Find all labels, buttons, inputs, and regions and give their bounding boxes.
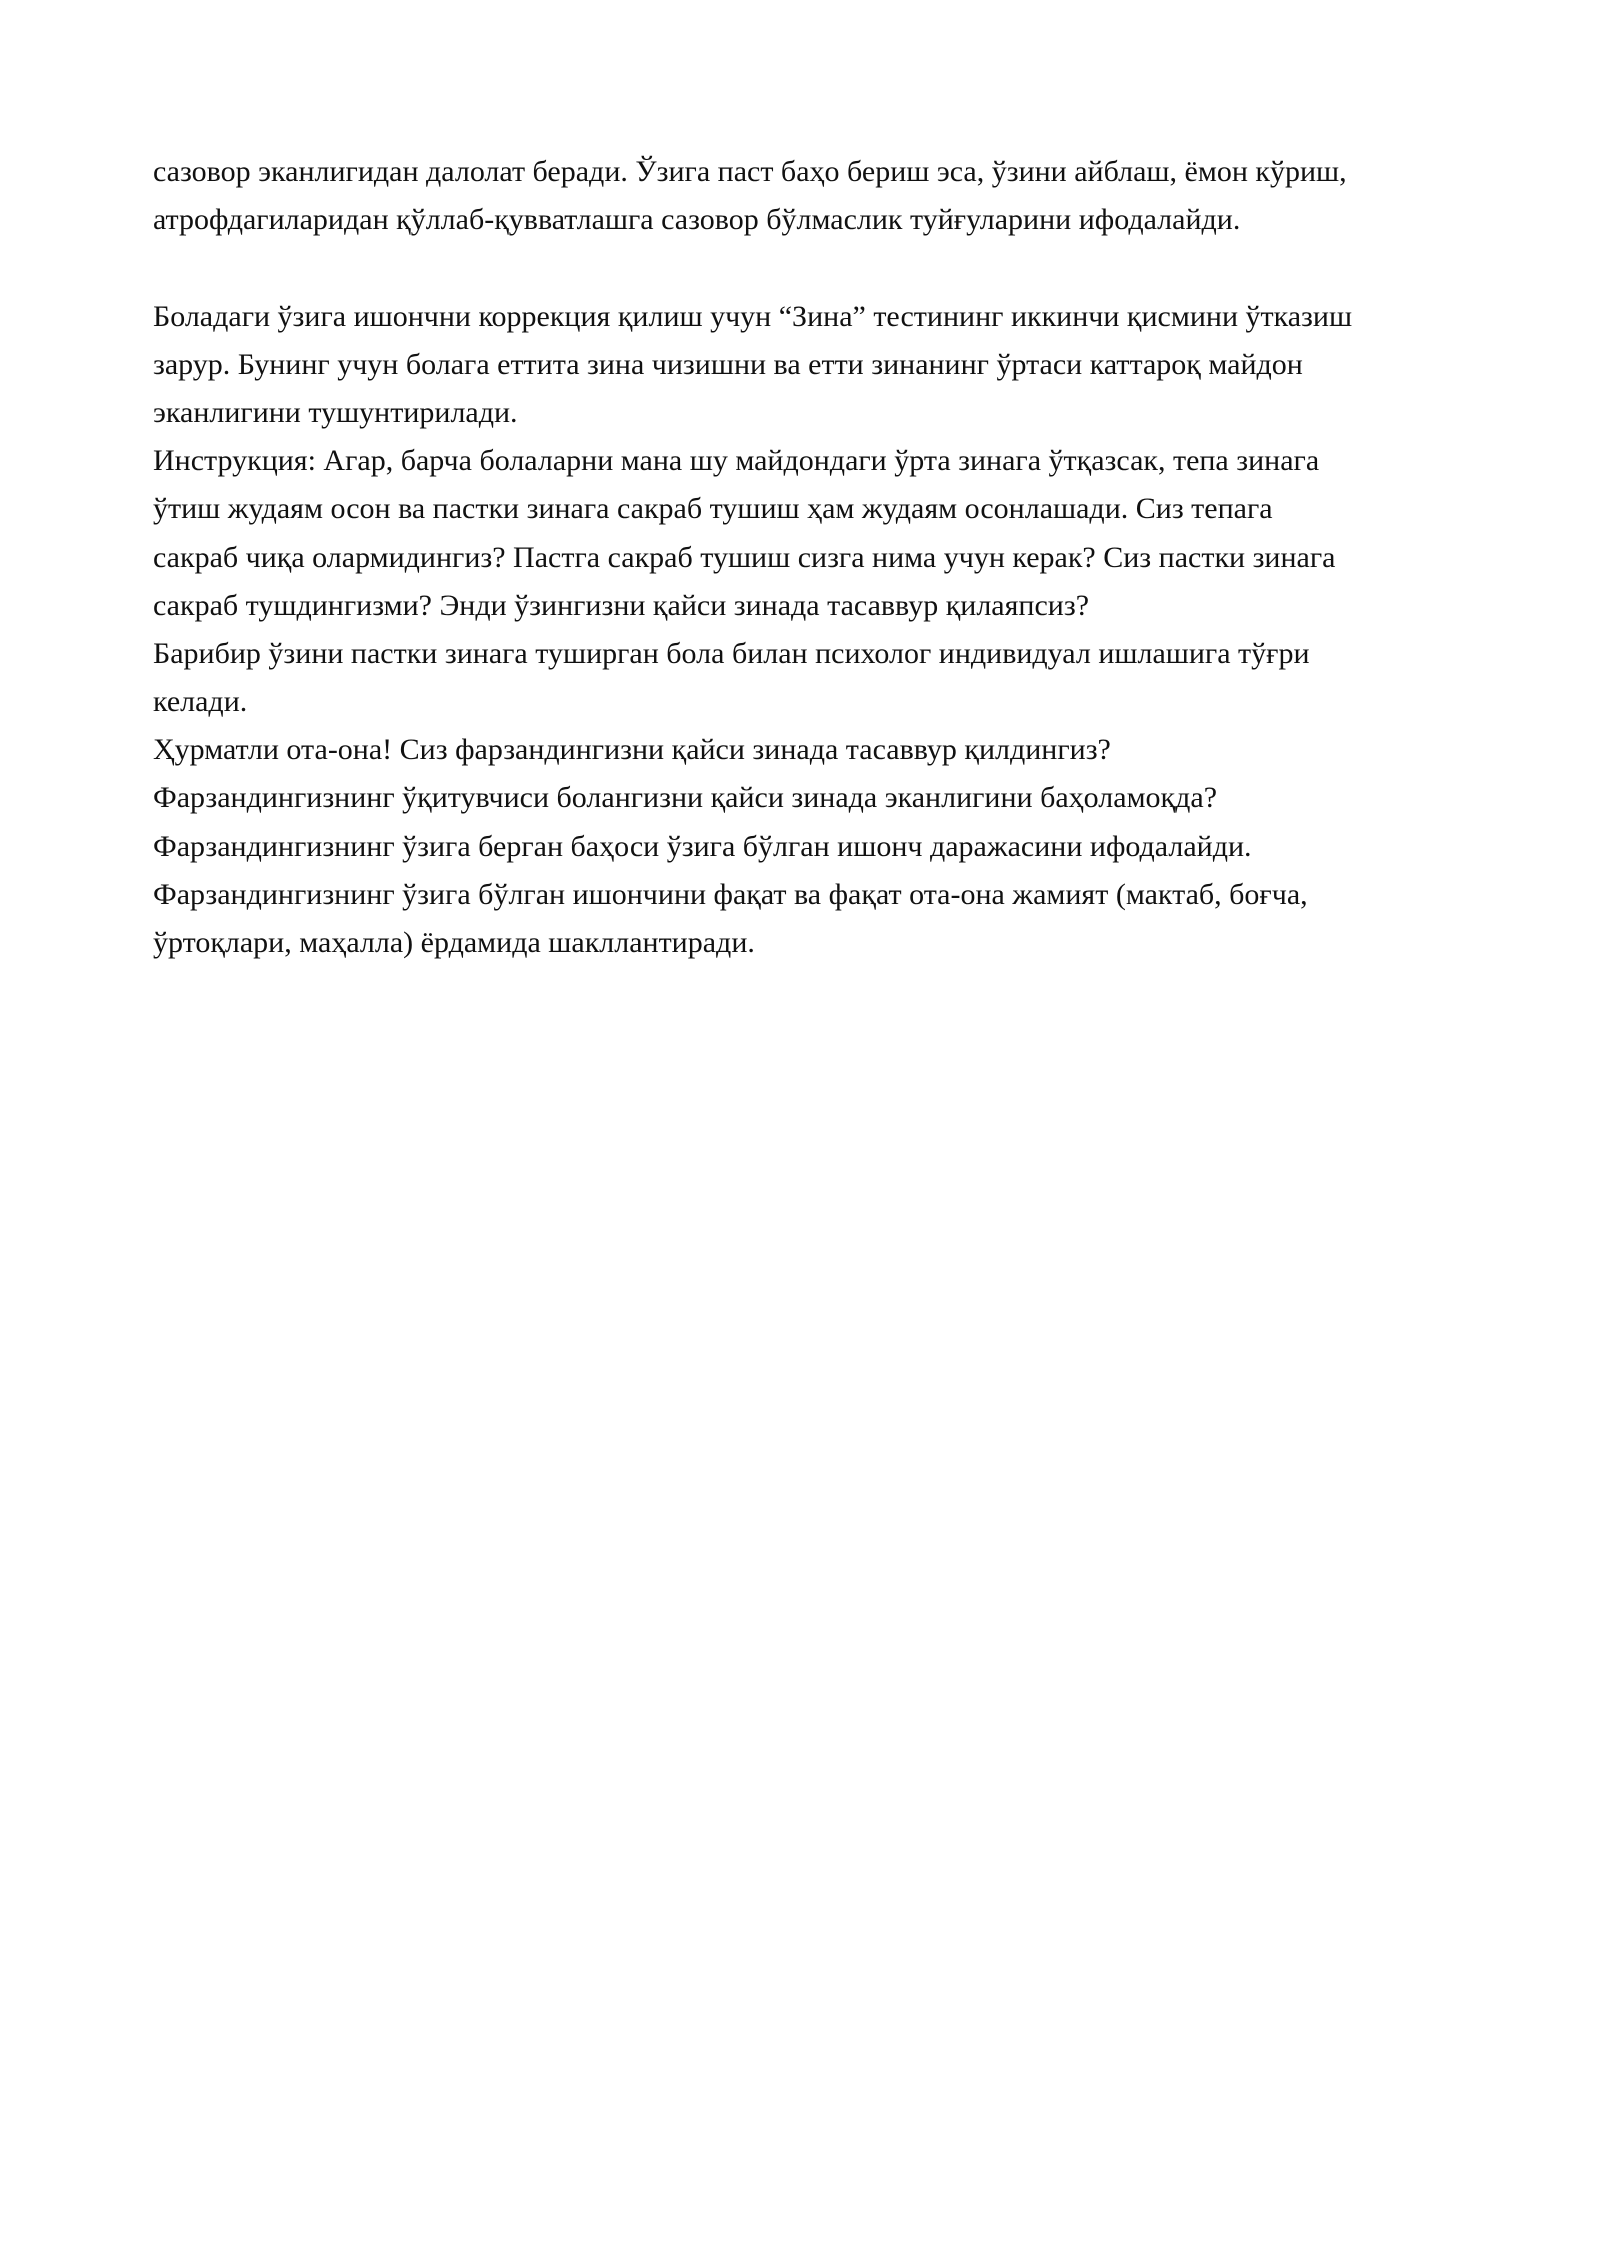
paragraph-8 xyxy=(153,871,1453,967)
paragraph-2 xyxy=(153,293,1453,438)
text-line: сакраб тушдингизми? Энди ўзингизни қайси зинада тасаввур қилаяпсиз? xyxy=(153,588,1090,622)
text-line: сакраб чиқа олармидингиз? Пастга сакраб тушиш сизга нима учун керак? Сиз пастки зинага xyxy=(153,540,1336,574)
text-line: Барибир ўзини пастки зинага туширган бола билан психолог индивидуал ишлашига тўғри xyxy=(153,636,1310,670)
text-line: Инструкция: Агар, барча болаларни мана шу майдондаги ўрта зинага ўтқазсак, тепа зинага xyxy=(153,444,1320,478)
text-line: Фарзандингизнинг ўзига бўлган ишончини фақат ва фақат ота-она жамият (мактаб, боғча, xyxy=(153,877,1308,911)
text-line: зарур. Бунинг учун болага еттита зина чизишни ва етти зинанинг ўртаси каттароқ майдон xyxy=(153,347,1303,381)
document-body xyxy=(153,148,1453,967)
text-line: сазовор эканлигидан далолат беради. Ўзига паст баҳо бериш эса, ўзини айблаш, ёмон кўриш, xyxy=(153,155,1347,188)
paragraph-7 xyxy=(153,823,1453,871)
paragraph-gap xyxy=(153,244,1453,292)
paragraph-6 xyxy=(153,774,1453,822)
text-line: Боладаги ўзига ишончни коррекция қилиш учун “Зина” тестининг иккинчи қисмини ўтказиш xyxy=(153,299,1353,333)
text-line: Ҳурматли ота-она! Сиз фарзандингизни қайси зинада тасаввур қилдингиз? xyxy=(153,733,1111,767)
text-line: ўртоқлари, маҳалла) ёрдамида шакллантиради. xyxy=(153,926,755,959)
text-line: эканлигини тушунтирилади. xyxy=(153,395,518,429)
text-line: Фарзандингизнинг ўқитувчиси болангизни қайси зинада эканлигини баҳоламоқда? xyxy=(153,781,1218,815)
paragraph-4 xyxy=(153,630,1453,726)
paragraph-instruction xyxy=(153,437,1453,630)
text-line: келади. xyxy=(153,685,248,719)
paragraph-5 xyxy=(153,726,1453,774)
text-line: Фарзандингизнинг ўзига берган баҳоси ўзига бўлган ишонч даражасини ифодалайди. xyxy=(153,829,1252,863)
text-line: ўтиш жудаям осон ва пастки зинага сакраб тушиш ҳам жудаям осонлашади. Сиз тепага xyxy=(153,492,1273,526)
paragraph-1 xyxy=(153,148,1453,244)
text-line: атрофдагиларидан қўллаб-қувватлашга сазовор бўлмаслик туйғуларини ифодалайди. xyxy=(153,203,1241,237)
